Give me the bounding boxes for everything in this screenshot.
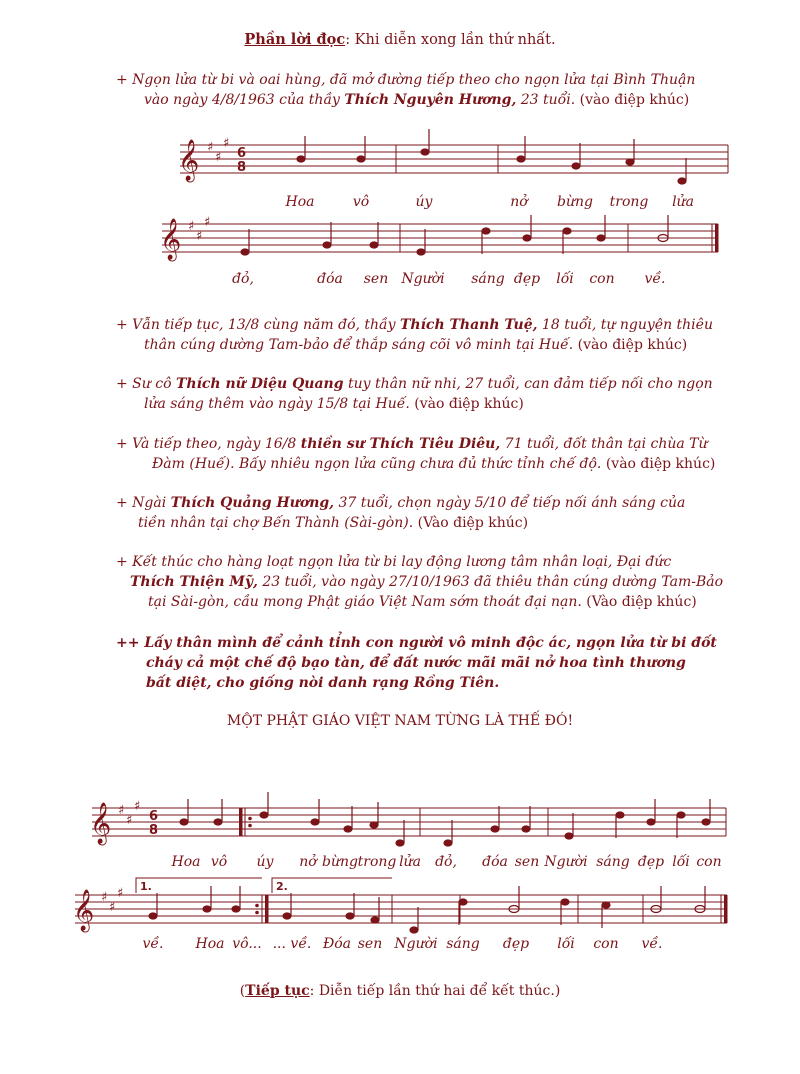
p1-chorus-note: (vào điệp khúc) — [575, 92, 690, 108]
p3-chorus-note: (vào điệp khúc) — [409, 396, 524, 412]
svg-text:♯: ♯ — [204, 215, 211, 230]
music-staff-1 — [0, 120, 800, 220]
slogan: MỘT PHẬT GIÁO VIỆT NAM TỪNG LÀ THẾ ĐÓ! — [226, 713, 574, 729]
svg-text:8: 8 — [149, 823, 159, 838]
lyric: con — [593, 936, 619, 952]
lyric: về. — [641, 936, 663, 952]
p3-text-a: + Sư cô — [116, 376, 176, 392]
p5-text-a: + Ngài — [116, 495, 171, 511]
paragraph-4 — [116, 434, 756, 474]
p4-monk-name: thiền sư Thích Tiêu Diêu, — [300, 436, 501, 452]
lyric: ... về. — [272, 936, 312, 952]
lyric: Người — [394, 936, 438, 952]
p5-text-d: tiền nhân tại chợ Bến Thành (Sài-gòn). — [138, 515, 414, 531]
p6-text-b: 23 tuổi, vào ngày 27/10/1963 đã thiêu thân cúng dường Tam-Bảo — [257, 574, 724, 590]
lyric: đẹp — [637, 854, 665, 870]
lyric: lửa — [672, 194, 694, 210]
lyric: Hoa — [285, 194, 315, 210]
paragraph-5 — [116, 493, 756, 533]
p6-line-2 — [116, 572, 756, 592]
p5-monk-name: Thích Quảng Hương, — [170, 495, 335, 511]
key-signature-sharps-icon — [101, 886, 123, 915]
reading-label: Phần lời đọc — [244, 31, 346, 48]
lyric: về. — [142, 936, 164, 952]
p1-monk-name: Thích Nguyên Hương, — [344, 92, 517, 108]
svg-text:♯: ♯ — [188, 219, 195, 234]
lyric: vô — [352, 194, 370, 210]
p6-line-1: + Kết thúc cho hàng loạt ngọn lửa từ bi lay động lương tâm nhân loại, Đại đức — [116, 554, 672, 570]
svg-text:6: 6 — [237, 146, 247, 161]
svg-text:6: 6 — [149, 809, 159, 824]
lyric: Đóa — [322, 936, 352, 952]
p2-text-c: 18 tuổi, tự nguyện thiêu — [537, 317, 713, 333]
lyric: sáng — [471, 271, 505, 287]
treble-clef-icon: 𝄞 — [90, 803, 112, 844]
p3-text-d: lửa sáng thêm vào ngày 15/8 tại Huế. — [144, 396, 410, 412]
p2-text-a: + Vẫn tiếp tục, 13/8 cùng năm đó, thầy — [116, 317, 400, 333]
music-staff-3 — [0, 790, 800, 870]
svg-text:♯: ♯ — [196, 229, 203, 244]
p7-line-1: ++ Lấy thân mình để cảnh tỉnh con người vô minh độc ác, ngọn lửa từ bi đốt — [116, 635, 717, 651]
svg-text:♯: ♯ — [207, 140, 214, 155]
lyric: đẹp — [513, 271, 541, 287]
svg-text:♯: ♯ — [101, 890, 108, 905]
p3-nun-name: Thích nữ Diệu Quang — [175, 376, 344, 392]
paragraph-1 — [116, 70, 756, 110]
lyric: con — [589, 271, 615, 287]
p1-line-1: + Ngọn lửa từ bi và oai hùng, đã mở đường tiếp theo cho ngọn lửa tại Bình Thuận — [116, 72, 696, 88]
volta-brackets — [136, 878, 392, 893]
lyric: Hoa — [195, 936, 225, 952]
lyric: sen — [514, 854, 540, 870]
svg-text:♯: ♯ — [109, 900, 116, 915]
staff-2-notes — [241, 215, 668, 255]
continue-note: (Tiếp tục: Diễn tiếp lần thứ hai để kết thúc.) — [239, 983, 561, 999]
lyric: bừng — [322, 854, 358, 870]
staff-4-lyrics — [143, 935, 663, 952]
staff-3-notes — [180, 792, 710, 846]
paragraph-2 — [116, 315, 756, 355]
treble-clef-icon: 𝄞 — [160, 219, 182, 260]
volta-1-label: 1. — [140, 880, 152, 893]
p5-line-2 — [116, 513, 756, 533]
p6-chorus-note: (Vào điệp khúc) — [581, 594, 697, 610]
p4-text-a: + Và tiếp theo, ngày 16/8 — [116, 436, 301, 452]
lyric: úy — [256, 854, 274, 870]
p4-text-d: Đàm (Huế). Bấy nhiêu ngọn lửa cũng chưa đủ thức tỉnh chế độ. — [152, 456, 602, 472]
p1-text-c: 23 tuổi. — [516, 92, 576, 108]
lyric: đóa — [317, 271, 343, 287]
key-signature-sharps-icon — [207, 136, 229, 165]
p2-text-d: thân cúng dường Tam-bảo để thắp sáng cõi vô minh tại Huế. — [144, 337, 574, 353]
lyric: lối — [556, 271, 574, 287]
lyric: đỏ, — [435, 854, 457, 870]
treble-clef-icon: 𝄞 — [73, 890, 95, 931]
lyric: sen — [357, 936, 383, 952]
lyric: Người — [401, 271, 445, 287]
volta-2-label: 2. — [276, 880, 288, 893]
p2-line-2 — [116, 335, 756, 355]
continue-instruction: : Diễn tiếp lần thứ hai để kết thúc. — [309, 983, 555, 999]
staff-1-notes — [297, 129, 686, 184]
svg-text:♯: ♯ — [117, 886, 124, 901]
lyric: lối — [557, 936, 575, 952]
music-staff-2 — [0, 208, 800, 288]
time-signature — [237, 146, 246, 175]
lyric: bừng — [557, 194, 593, 210]
svg-text:♯: ♯ — [215, 150, 222, 165]
lyric: trong — [357, 854, 397, 870]
svg-text:♯: ♯ — [223, 136, 230, 151]
staff-3-lyrics — [171, 853, 722, 870]
p6-line-3 — [116, 592, 756, 612]
lyric: đẹp — [502, 936, 530, 952]
p6-monk-name: Thích Thiện Mỹ, — [130, 574, 258, 590]
lyric: vô... — [232, 936, 262, 952]
lyric: Hoa — [171, 854, 201, 870]
svg-text:8: 8 — [237, 160, 247, 175]
svg-text:♯: ♯ — [118, 803, 125, 818]
staff-2-lyrics — [232, 270, 665, 287]
key-signature-sharps-icon — [118, 799, 140, 828]
p5-chorus-note: (Vào điệp khúc) — [413, 515, 529, 531]
time-signature — [149, 809, 158, 838]
p5-line-1 — [116, 493, 756, 513]
treble-clef-icon: 𝄞 — [178, 140, 200, 181]
music-staff-4 — [0, 870, 800, 960]
key-signature-sharps-icon — [188, 215, 210, 244]
p7-line-3: bất diệt, cho giống nòi danh rạng Rồng Tiên. — [146, 675, 500, 691]
lyric: úy — [415, 194, 433, 210]
lyric: lối — [672, 854, 690, 870]
p1-line-2 — [116, 90, 756, 110]
lyric: lửa — [399, 854, 421, 870]
p4-line-2 — [116, 454, 756, 474]
lyric: đỏ, — [232, 271, 254, 287]
p4-text-c: 71 tuổi, đốt thân tại chùa Từ — [500, 436, 708, 452]
lyric: nở — [510, 194, 528, 210]
continue-label: Tiếp tục — [245, 983, 310, 999]
p7-line-2: cháy cả một chế độ bạo tàn, để đất nước mãi mãi nở hoa tình thương — [146, 655, 686, 671]
lyric: vô — [210, 854, 228, 870]
lyric: về. — [644, 271, 666, 287]
lyric: trong — [609, 194, 649, 210]
lyric: con — [696, 854, 722, 870]
lyric: sáng — [446, 936, 480, 952]
p4-chorus-note: (vào điệp khúc) — [601, 456, 716, 472]
p2-monk-name: Thích Thanh Tuệ, — [400, 317, 538, 333]
lyric: Người — [544, 854, 588, 870]
p5-text-c: 37 tuổi, chọn ngày 5/10 để tiếp nối ánh sáng của — [334, 495, 686, 511]
p6-text-c: tại Sài-gòn, cầu mong Phật giáo Việt Nam sớm thoát đại nạn. — [148, 594, 582, 610]
p2-line-1 — [116, 315, 756, 335]
p4-line-1 — [116, 434, 756, 454]
p3-text-c: tuy thân nữ nhi, 27 tuổi, can đảm tiếp nối cho ngọn — [343, 376, 713, 392]
p1-text-a: vào ngày 4/8/1963 của thầy — [144, 92, 345, 108]
lyric: sáng — [596, 854, 630, 870]
lyric: sen — [363, 271, 389, 287]
reading-instruction: : Khi diễn xong lần thứ nhất. — [345, 32, 556, 48]
reading-section-title — [0, 31, 800, 48]
p2-chorus-note: (vào điệp khúc) — [573, 337, 688, 353]
svg-text:♯: ♯ — [134, 799, 141, 814]
paragraph-7-closing — [116, 633, 756, 693]
lyric: nở — [299, 854, 317, 870]
svg-text:♯: ♯ — [126, 813, 133, 828]
lyric: đóa — [482, 854, 508, 870]
p3-line-2 — [116, 394, 756, 414]
paragraph-6 — [116, 552, 756, 612]
p3-line-1 — [116, 374, 756, 394]
paragraph-3 — [116, 374, 756, 414]
